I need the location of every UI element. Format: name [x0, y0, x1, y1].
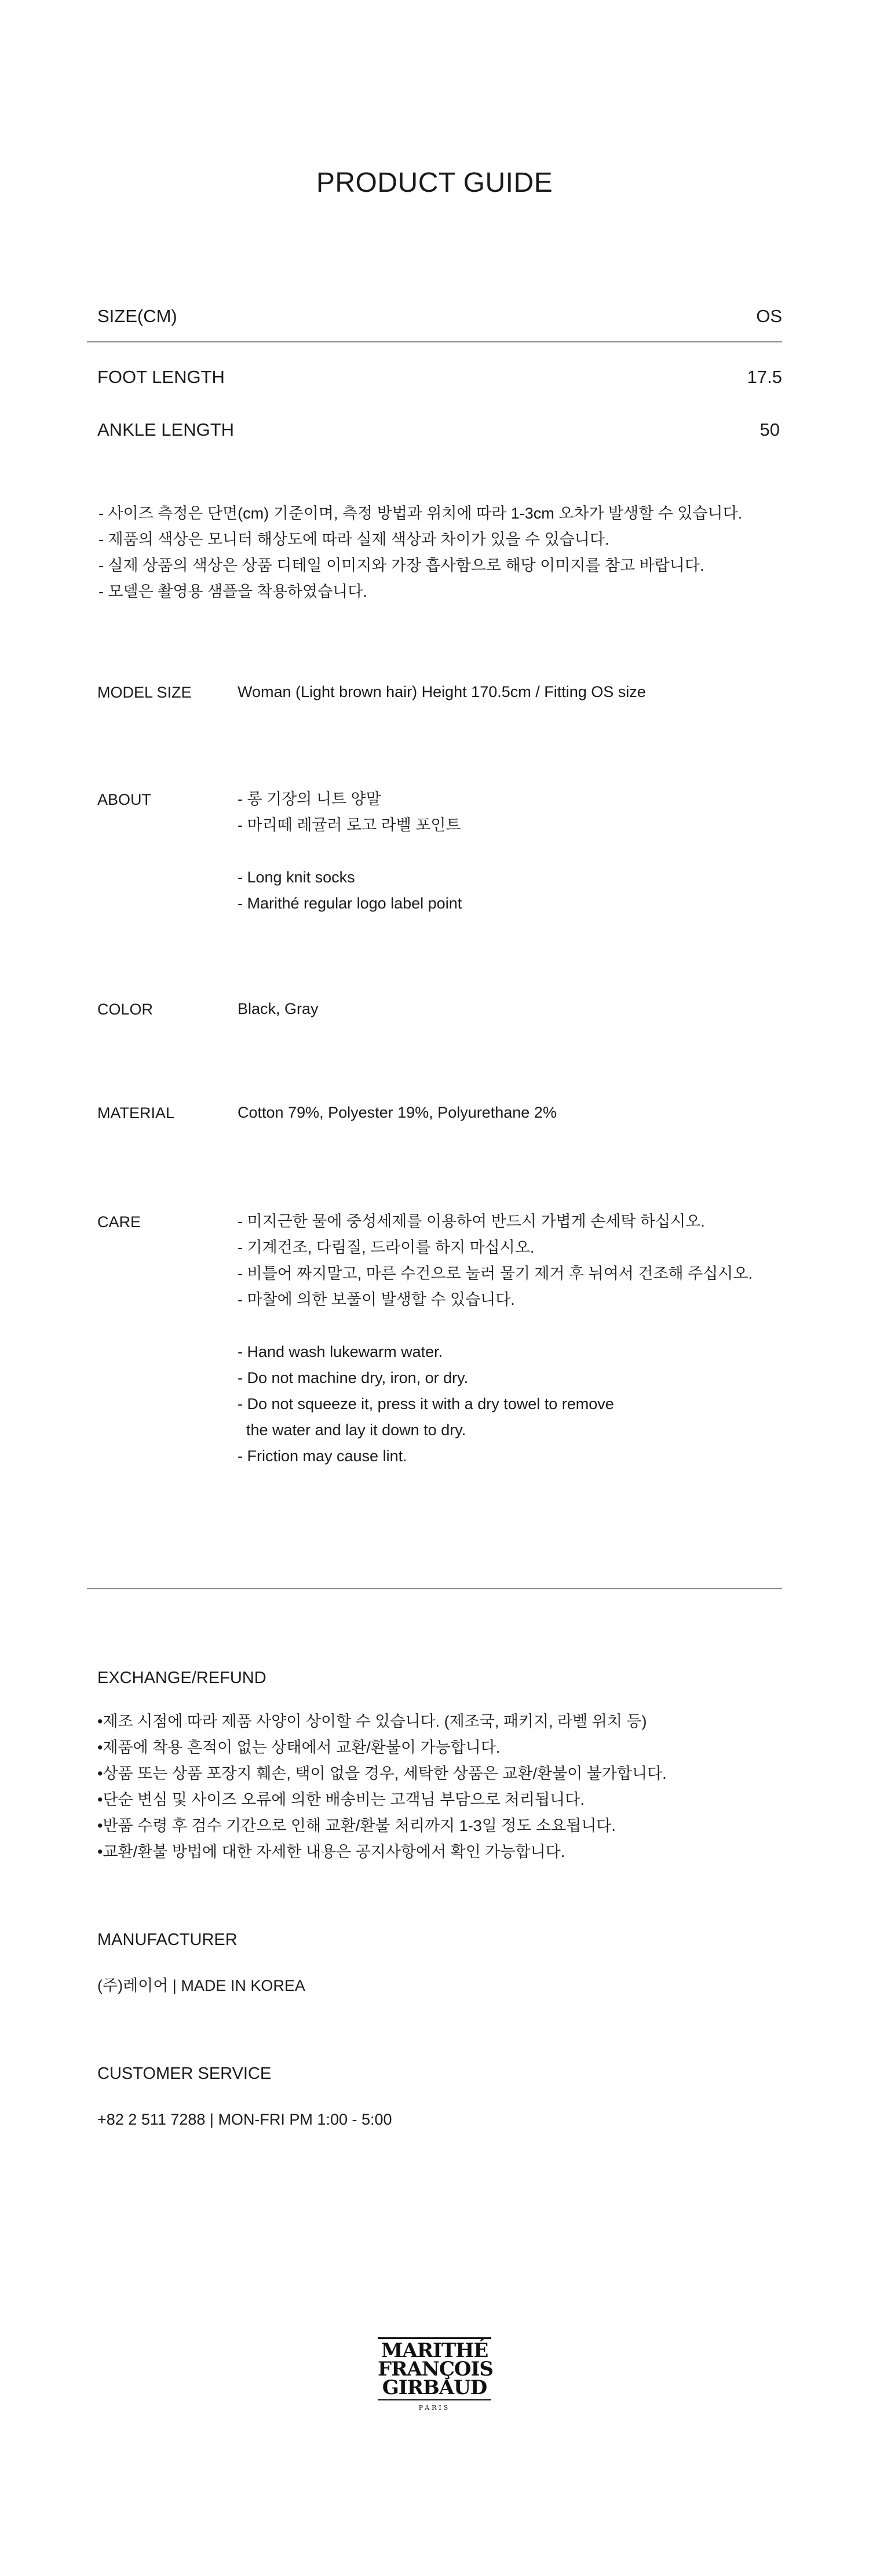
- size-header-value: OS: [756, 306, 782, 326]
- exchange-line: •교환/환불 방법에 대한 자세한 내용은 공지사항에서 확인 가능합니다.: [97, 1843, 565, 1860]
- section-divider: [87, 1588, 782, 1589]
- care-line: - Do not squeeze it, press it with a dry towel to remove: [238, 1395, 614, 1413]
- care-line: - 마찰에 의한 보풀이 발생할 수 있습니다.: [238, 1291, 515, 1308]
- about-line: - Marithé regular logo label point: [238, 895, 462, 912]
- note-line: - 제품의 색상은 모니터 해상도에 따라 실제 색상과 차이가 있을 수 있습니다.: [98, 531, 609, 548]
- page-title: PRODUCT GUIDE: [316, 167, 553, 198]
- about-line: - Long knit socks: [238, 869, 355, 886]
- logo-line: MARITHÉ: [381, 2339, 488, 2362]
- color-value: [238, 996, 319, 1022]
- exchange-line: •제품에 착용 흔적이 없는 상태에서 교환/환불이 가능합니다.: [97, 1739, 501, 1756]
- size-notes: [98, 501, 742, 605]
- about-label: ABOUT: [97, 791, 152, 808]
- customer-service-text: +82 2 511 7288 | MON-FRI PM 1:00 - 5:00: [97, 2111, 392, 2128]
- care-line: - 비틀어 짜지말고, 마른 수건으로 눌러 물기 제거 후 뉘여서 건조해 주십시오.: [238, 1265, 753, 1282]
- brand-logo: [378, 2337, 491, 2411]
- color-line: Black, Gray: [238, 1000, 319, 1017]
- size-row-label: ANKLE LENGTH: [97, 419, 235, 440]
- care-line: [238, 1313, 753, 1339]
- exchange-body: [97, 1709, 667, 1865]
- model-size-value: [238, 679, 646, 705]
- logo-line: GIRBAUD: [382, 2376, 487, 2399]
- care-line: - 기계건조, 다림질, 드라이를 하지 마십시오.: [238, 1239, 535, 1256]
- care-line: - Hand wash lukewarm water.: [238, 1343, 443, 1360]
- about-line: [238, 838, 462, 864]
- model-size-line: Woman (Light brown hair) Height 170.5cm / Fitting OS size: [238, 683, 646, 700]
- exchange-line: •상품 또는 상품 포장지 훼손, 택이 없을 경우, 세탁한 상품은 교환/환불이 불가합니다.: [97, 1765, 667, 1782]
- about-body: [238, 786, 462, 917]
- note-line: - 실제 상품의 색상은 상품 디테일 이미지와 가장 흡사함으로 해당 이미지를 참고 바랍니다.: [98, 557, 704, 574]
- model-size-label: MODEL SIZE: [97, 684, 192, 701]
- note-line: - 사이즈 측정은 단면(cm) 기준이며, 측정 방법과 위치에 따라 1-3cm 오차가 발생할 수 있습니다.: [98, 505, 743, 522]
- care-line: - Friction may cause lint.: [238, 1447, 407, 1465]
- size-row-label: FOOT LENGTH: [97, 367, 225, 387]
- exchange-line: •반품 수령 후 검수 기간으로 인해 교환/환불 처리까지 1-3일 정도 소요됩니다.: [97, 1817, 616, 1834]
- about-line: - 마리떼 레귤러 로고 라벨 포인트: [238, 816, 461, 834]
- exchange-line: •제조 시점에 따라 제품 사양이 상이할 수 있습니다. (제조국, 패키지, 라벨 위치 등): [97, 1713, 647, 1730]
- care-line: - Do not machine dry, iron, or dry.: [238, 1369, 469, 1386]
- care-label: CARE: [97, 1213, 141, 1231]
- material-line: Cotton 79%, Polyester 19%, Polyurethane 2%: [238, 1104, 557, 1121]
- logo-sub: PARIS: [378, 2399, 491, 2411]
- exchange-title: EXCHANGE/REFUND: [97, 1669, 266, 1687]
- care-line: the water and lay it down to dry.: [238, 1421, 466, 1439]
- size-row-value: 17.5: [747, 367, 782, 387]
- exchange-line: •단순 변심 및 사이즈 오류에 의한 배송비는 고객님 부담으로 처리됩니다.: [97, 1791, 585, 1808]
- size-row-value: 50: [760, 419, 780, 440]
- customer-service-title: CUSTOMER SERVICE: [97, 2064, 272, 2083]
- material-value: [238, 1100, 557, 1126]
- care-line: - 미지근한 물에 중성세제를 이용하여 반드시 가볍게 손세탁 하십시오.: [238, 1213, 705, 1230]
- manufacturer-text: (주)레이어 | MADE IN KOREA: [97, 1977, 305, 1994]
- about-line: - 롱 기장의 니트 양말: [238, 790, 381, 808]
- care-body: [238, 1209, 753, 1469]
- material-label: MATERIAL: [97, 1104, 175, 1122]
- logo-line: FRANÇOIS: [378, 2358, 493, 2381]
- note-line: - 모델은 촬영용 샘플을 착용하였습니다.: [98, 583, 367, 600]
- color-label: COLOR: [97, 1001, 154, 1018]
- size-header-label: SIZE(CM): [97, 306, 177, 326]
- manufacturer-title: MANUFACTURER: [97, 1931, 238, 1949]
- size-table-divider: [87, 341, 782, 342]
